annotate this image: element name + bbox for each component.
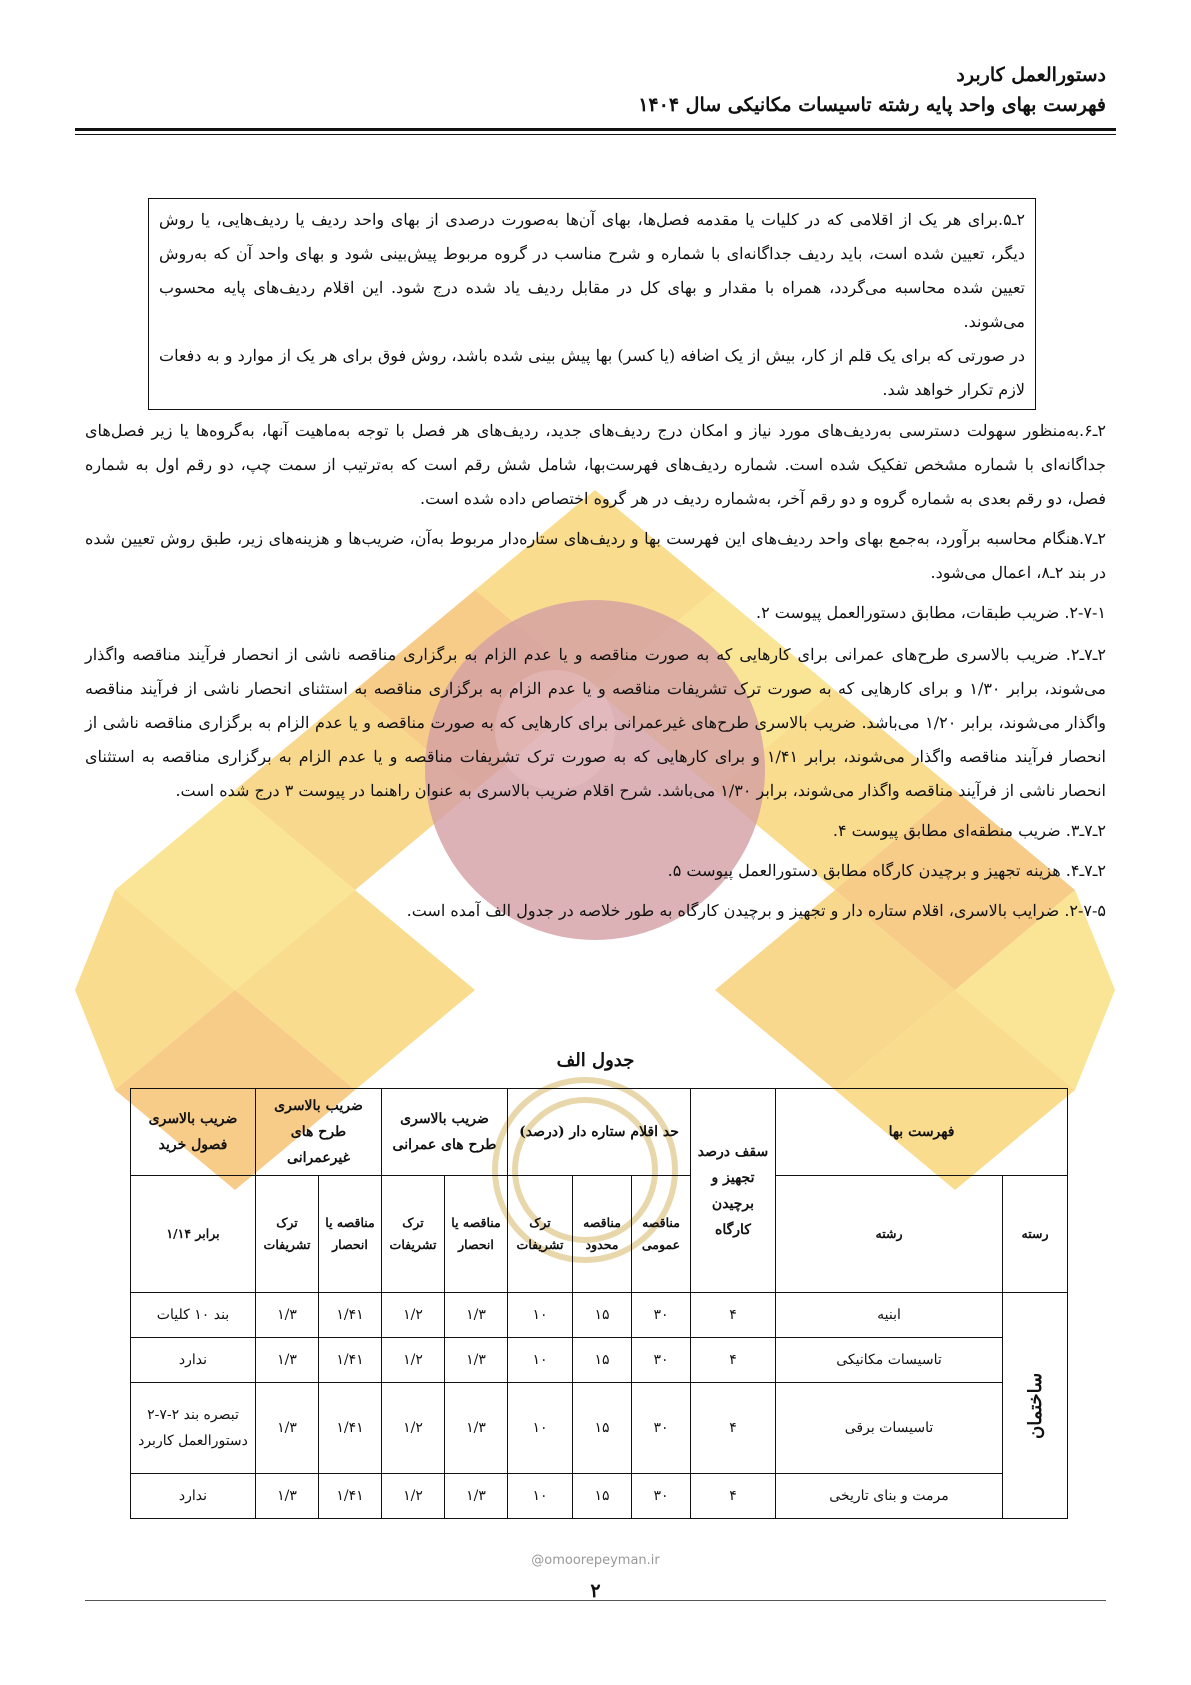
- waiver-cell: ۱۰: [508, 1383, 573, 1474]
- purchase-cell: ندارد: [131, 1474, 256, 1519]
- table-row: [131, 1293, 1068, 1338]
- table-row: [131, 1383, 1068, 1474]
- field-cell: تاسیسات مکانیکی: [776, 1338, 1003, 1383]
- th-noncivil-tender-monopoly: مناقصه یا انحصار: [319, 1176, 382, 1293]
- th-civil-tender-monopoly: مناقصه یا انحصار: [445, 1176, 508, 1293]
- header-rule-thin: [75, 134, 1116, 135]
- limited-cell: ۱۵: [573, 1474, 632, 1519]
- paragraph-2-7-1: ۲-۷-۱. ضریب طبقات، مطابق دستورالعمل پیوست ۲.: [755, 603, 1106, 622]
- purchase-cell: ندارد: [131, 1338, 256, 1383]
- paragraph-2-7-2: ۲ـ۷ـ۲. ضریب بالاسری طرح‌های عمرانی برای کارهایی که به صورت مناقصه و یا عدم الزام به برگزاری مناقصه ناشی از انحصار فرآیند مناقصه واگذار می‌شوند، برابر ۱/۳۰ و برای کارهایی که به صورت ترک تشریفات مناقصه و یا عدم الزام به برگزاری مناقصه به استثنای انحصار ناشی از فرآیند مناقصه واگذار می‌شوند، برابر ۱/۲۰ می‌باشد. ضریب بالاسری طرح‌های غیرعمرانی برای کارهایی که به صورت مناقصه و یا عدم الزام به برگزاری مناقصه ناشی از انحصار فرآیند مناقصه واگذار می‌شوند، برابر ۱/۴۱ و برای کارهایی که به صورت ترک تشریفات مناقصه و یا عدم الزام به برگزاری مناقصه به استثنای انحصار ناشی از فرآیند مناقصه واگذار می‌شوند، برابر ۱/۳۰ می‌باشد. شرح اقلام ضریب بالاسری به عنوان راهنما در پیوست ۳ درج شده است.: [85, 645, 1107, 800]
- noncivil-w-cell: ۱/۳: [256, 1474, 319, 1519]
- civil-w-cell: ۱/۲: [382, 1293, 445, 1338]
- purchase-cell: بند ۱۰ کلیات: [131, 1293, 256, 1338]
- purchase-cell: تبصره بند ۲-۷-۲ دستورالعمل کاربرد: [131, 1383, 256, 1474]
- th-category: رسته: [1003, 1176, 1068, 1293]
- public-cell: ۳۰: [632, 1338, 691, 1383]
- public-cell: ۳۰: [632, 1293, 691, 1338]
- waiver-cell: ۱۰: [508, 1474, 573, 1519]
- field-cell: مرمت و بنای تاریخی: [776, 1474, 1003, 1519]
- header-rule-thick: [75, 128, 1116, 131]
- th-ceiling: سقف درصد تجهیز و برچیدن کارگاه: [691, 1089, 776, 1293]
- th-starred: حد اقلام ستاره دار (درصد): [508, 1089, 691, 1176]
- civil-w-cell: ۱/۲: [382, 1474, 445, 1519]
- noncivil-tm-cell: ۱/۴۱: [319, 1383, 382, 1474]
- civil-tm-cell: ۱/۳: [445, 1338, 508, 1383]
- paragraph-2-7: ۲ـ۷.هنگام محاسبه برآورد، به‌جمع بهای واحد ردیف‌های این فهرست بها و ردیف‌های ستاره‌دار مربوط به‌آن، ضریب‌ها و هزینه‌های زیر، طبق روش تعیین شده در بند ۲ـ۸، اعمال می‌شود.: [85, 529, 1107, 582]
- waiver-cell: ۱۰: [508, 1293, 573, 1338]
- ceiling-cell: ۴: [691, 1383, 776, 1474]
- th-public: مناقصه عمومی: [632, 1176, 691, 1293]
- civil-tm-cell: ۱/۳: [445, 1383, 508, 1474]
- civil-tm-cell: ۱/۳: [445, 1293, 508, 1338]
- paragraph-2-7-5: ۲-۷-۵. ضرایب بالاسری، اقلام ستاره دار و تجهیز و برچیدن کارگاه به طور خلاصه در جدول الف آمده است.: [406, 901, 1106, 920]
- table-row: [131, 1338, 1068, 1383]
- th-purchase: ضریب بالاسری فصول خرید: [131, 1089, 256, 1176]
- civil-w-cell: ۱/۲: [382, 1383, 445, 1474]
- coefficients-table: [130, 1088, 1068, 1519]
- th-noncivil: ضریب بالاسری طرح های غیرعمرانی: [256, 1089, 382, 1176]
- paragraph-2-5: ۲ـ۵.برای هر یک از اقلامی که در کلیات یا مقدمه فصل‌ها، بهای آن‌ها به‌صورت درصدی از بهای واحد ردیف یا ردیف‌هایی، یا روش دیگر، تعیین شده است، باید ردیف جداگانه‌ای با شماره و شرح مناسب در گروه مربوط پیش‌بینی شود و بهای واحد آن که به‌روش تعیین شده محاسبه می‌گردد، همراه با مقدار و بهای کل در مقابل ردیف یاد شده درج شود. این اقلام ردیف‌های پایه محسوب می‌شوند.: [159, 210, 1025, 331]
- paragraph-2-7-3: ۲ـ۷ـ۳. ضریب منطقه‌ای مطابق پیوست ۴.: [832, 821, 1106, 840]
- paragraph-2-7-4: ۲ـ۷ـ۴. هزینه تجهیز و برچیدن کارگاه مطابق دستورالعمل پیوست ۵.: [667, 861, 1106, 880]
- field-cell: ابنیه: [776, 1293, 1003, 1338]
- th-civil-waiver: ترک تشریفات: [382, 1176, 445, 1293]
- ceiling-cell: ۴: [691, 1338, 776, 1383]
- site-watermark-text: @omoorepeyman.ir: [531, 1553, 660, 1568]
- category-cell: ساختمان: [1003, 1293, 1068, 1519]
- th-civil: ضریب بالاسری طرح های عمرانی: [382, 1089, 508, 1176]
- footer-rule: [85, 1600, 1106, 1601]
- table-row: [131, 1474, 1068, 1519]
- limited-cell: ۱۵: [573, 1383, 632, 1474]
- noncivil-w-cell: ۱/۳: [256, 1293, 319, 1338]
- paragraph-2-6: ۲ـ۶.به‌منظور سهولت دسترسی به‌ردیف‌های مورد نیاز و امکان درج ردیف‌های جدید، ردیف‌های هر فصل با توجه به‌ماهیت آنها، به‌گروه‌ها یا زیر فصل‌های جداگانه‌ای با شماره مشخص تفکیک شده است. شماره ردیف‌های فهرست‌بها، شامل شش رقم است که به‌ترتیب از سمت چپ، دو رقم اول به شماره فصل، دو رقم بعدی به شماره گروه و دو رقم آخر، به‌شماره ردیف در هر گروه اختصاص داده شده است.: [85, 421, 1107, 508]
- th-pricelist: فهرست بها: [776, 1089, 1068, 1176]
- noncivil-tm-cell: ۱/۴۱: [319, 1338, 382, 1383]
- th-field: رشته: [776, 1176, 1003, 1293]
- limited-cell: ۱۵: [573, 1338, 632, 1383]
- civil-w-cell: ۱/۲: [382, 1338, 445, 1383]
- waiver-cell: ۱۰: [508, 1338, 573, 1383]
- th-equal: برابر ۱/۱۴: [131, 1176, 256, 1293]
- th-waiver: ترک تشریفات: [508, 1176, 573, 1293]
- page-number: ۲: [590, 1580, 601, 1602]
- th-limited: مناقصه محدود: [573, 1176, 632, 1293]
- th-noncivil-waiver: ترک تشریفات: [256, 1176, 319, 1293]
- body-text: [85, 414, 1106, 934]
- civil-tm-cell: ۱/۳: [445, 1474, 508, 1519]
- ceiling-cell: ۴: [691, 1293, 776, 1338]
- ceiling-cell: ۴: [691, 1474, 776, 1519]
- limited-cell: ۱۵: [573, 1293, 632, 1338]
- header-title: دستورالعمل کاربرد: [956, 64, 1106, 86]
- noncivil-tm-cell: ۱/۴۱: [319, 1293, 382, 1338]
- field-cell: تاسیسات برقی: [776, 1383, 1003, 1474]
- paragraph-2-5-note: در صورتی که برای یک قلم از کار، بیش از یک اضافه (یا کسر) بها پیش بینی شده باشد، روش فوق برای هر یک از موارد و به دفعات لازم تکرار خواهد شد.: [159, 346, 1025, 399]
- page-header: [80, 60, 1106, 120]
- public-cell: ۳۰: [632, 1383, 691, 1474]
- table-caption: جدول الف: [556, 1050, 635, 1071]
- noncivil-tm-cell: ۱/۴۱: [319, 1474, 382, 1519]
- header-subtitle: فهرست بهای واحد پایه رشته تاسیسات مکانیکی سال ۱۴۰۴: [638, 94, 1106, 116]
- noncivil-w-cell: ۱/۳: [256, 1338, 319, 1383]
- boxed-paragraph: [148, 198, 1036, 410]
- noncivil-w-cell: ۱/۳: [256, 1383, 319, 1474]
- public-cell: ۳۰: [632, 1474, 691, 1519]
